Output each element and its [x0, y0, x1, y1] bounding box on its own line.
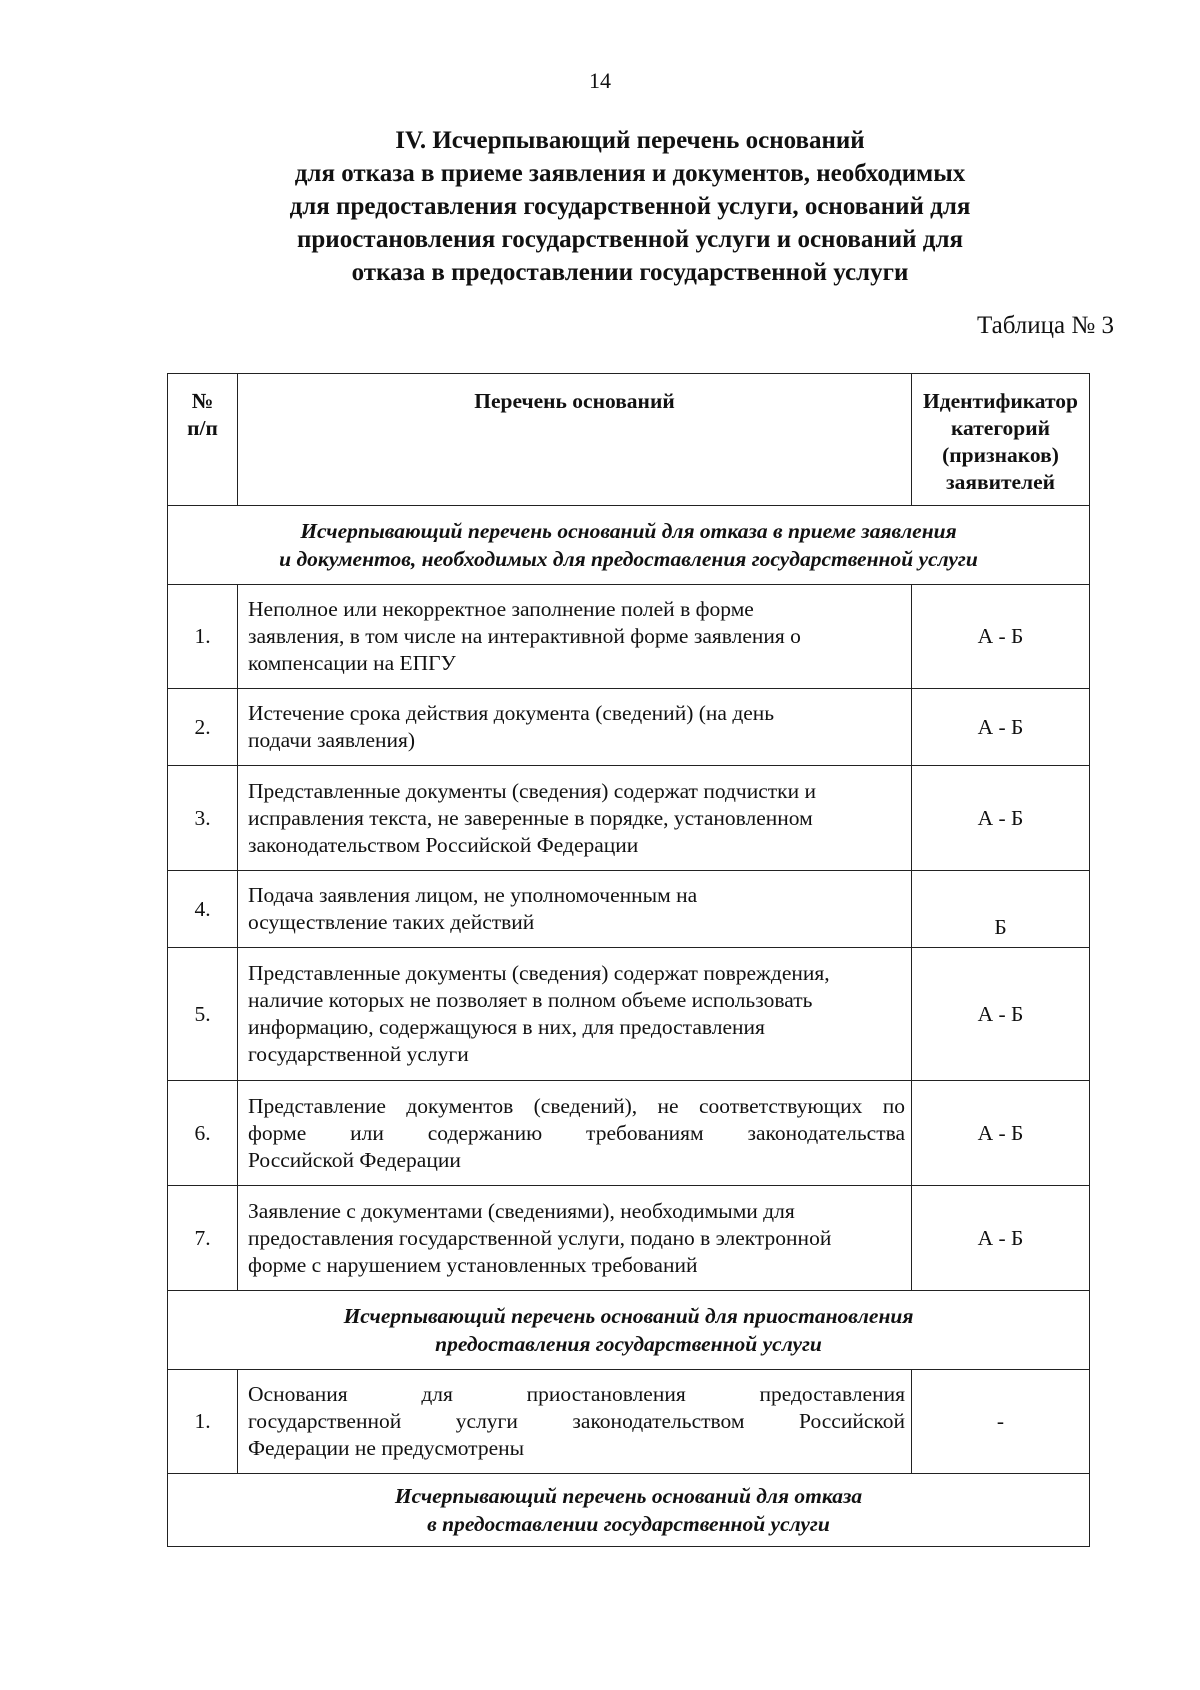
row-grounds: [238, 871, 912, 948]
heading-line: IV. Исчерпывающий перечень оснований: [395, 127, 865, 154]
section-title-line: Исчерпывающий перечень оснований для приостановления: [343, 1304, 914, 1328]
header-grounds: Перечень оснований: [238, 374, 912, 506]
row-number: 6.: [168, 1081, 238, 1186]
row-identifier: Б: [912, 871, 1090, 948]
row-text-line: государственной услуги законодательством Российской: [248, 1409, 905, 1433]
row-number: 1.: [168, 585, 238, 689]
row-text-line: Представленные документы (сведения) содержат повреждения,: [248, 961, 830, 985]
row-text-line: форме с нарушением установленных требований: [248, 1252, 698, 1277]
header-number: [168, 374, 238, 506]
row-text-line: Истечение срока действия документа (сведений) (на день: [248, 701, 775, 725]
row-identifier: А - Б: [912, 585, 1090, 689]
row-grounds: [238, 1186, 912, 1291]
heading-line: приостановления государственной услуги и оснований для: [296, 226, 963, 253]
grounds-table: [167, 373, 1090, 1547]
section-title-row: [168, 506, 1090, 585]
row-text-line: предоставления государственной услуги, подано в электронной: [248, 1225, 832, 1250]
row-text-line: наличие которых не позволяет в полном объеме использовать: [248, 988, 813, 1012]
row-grounds: [238, 689, 912, 766]
row-identifier: А - Б: [912, 948, 1090, 1081]
section-title-line: предоставления государственной услуги: [435, 1332, 822, 1356]
section-heading: [160, 124, 1100, 289]
heading-line: отказа в предоставлении государственной услуги: [351, 259, 909, 286]
header-identifier-line: Идентификатор: [923, 389, 1078, 413]
section-title-row: [168, 1474, 1090, 1547]
row-text-line: Представление документов (сведений), не соответствующих по: [248, 1093, 905, 1118]
header-identifier-line: (признаков): [942, 443, 1059, 467]
table-row: [168, 1370, 1090, 1474]
table-row: [168, 948, 1090, 1081]
table-row: [168, 1186, 1090, 1291]
row-identifier: А - Б: [912, 766, 1090, 871]
row-number: 5.: [168, 948, 238, 1081]
section-title: [168, 1474, 1090, 1547]
table-row: [168, 766, 1090, 871]
row-number: 4.: [168, 871, 238, 948]
row-text-line: государственной услуги: [248, 1042, 469, 1066]
table-row: [168, 585, 1090, 689]
header-identifier-line: категорий: [950, 416, 1051, 440]
row-text-line: Основания для приостановления предоставления: [248, 1382, 905, 1406]
row-text-line: компенсации на ЕПГУ: [248, 651, 456, 675]
section-title-line: Исчерпывающий перечень оснований для отказа: [394, 1484, 863, 1508]
row-identifier: А - Б: [912, 1081, 1090, 1186]
page-number: 14: [589, 68, 611, 93]
row-grounds: [238, 766, 912, 871]
row-text-line: информацию, содержащуюся в них, для предоставления: [248, 1015, 765, 1039]
section-title-line: Исчерпывающий перечень оснований для отказа в приеме заявления: [300, 519, 957, 543]
row-text-line: заявления, в том числе на интерактивной форме заявления о: [248, 624, 801, 648]
section-title: [168, 1291, 1090, 1370]
row-number: 2.: [168, 689, 238, 766]
section-title-line: и документов, необходимых для предоставления государственной услуги: [279, 547, 978, 571]
row-text-line: подачи заявления): [248, 728, 416, 752]
row-grounds: [238, 585, 912, 689]
table-row: [168, 1081, 1090, 1186]
row-number: 3.: [168, 766, 238, 871]
section-title-row: [168, 1291, 1090, 1370]
row-text-line: Неполное или некорректное заполнение полей в форме: [248, 597, 754, 621]
heading-line: для отказа в приеме заявления и документов, необходимых: [294, 160, 966, 187]
row-text-line: форме или содержанию требованиям законодательства: [248, 1120, 905, 1145]
row-text-line: Заявление с документами (сведениями), необходимыми для: [248, 1198, 795, 1223]
row-number: 1.: [168, 1370, 238, 1474]
section-title: [168, 506, 1090, 585]
table-label: Таблица № 3: [976, 312, 1114, 339]
header-identifier-line: заявителей: [945, 470, 1056, 494]
row-identifier: А - Б: [912, 1186, 1090, 1291]
row-text-line: осуществление таких действий: [248, 910, 535, 934]
row-text-line: законодательством Российской Федерации: [248, 832, 639, 857]
section-title-line: в предоставлении государственной услуги: [427, 1512, 830, 1536]
row-grounds: [238, 1370, 912, 1474]
header-number-line: п/п: [187, 416, 218, 440]
row-text-line: Представленные документы (сведения) содержат подчистки и: [248, 778, 816, 803]
row-text-line: Подача заявления лицом, не уполномоченным на: [248, 883, 698, 907]
row-identifier: А - Б: [912, 689, 1090, 766]
row-grounds: [238, 948, 912, 1081]
header-identifier: [912, 374, 1090, 506]
table-row: [168, 871, 1090, 948]
row-number: 7.: [168, 1186, 238, 1291]
row-text-line: Российской Федерации: [248, 1147, 461, 1172]
row-text-line: Федерации не предусмотрены: [248, 1436, 525, 1460]
table-header-row: [168, 374, 1090, 506]
row-text-line: исправления текста, не заверенные в порядке, установленном: [248, 805, 813, 830]
heading-line: для предоставления государственной услуги, оснований для: [289, 193, 971, 220]
row-grounds: [238, 1081, 912, 1186]
header-number-line: №: [191, 389, 214, 413]
table-row: [168, 689, 1090, 766]
row-identifier: -: [912, 1370, 1090, 1474]
